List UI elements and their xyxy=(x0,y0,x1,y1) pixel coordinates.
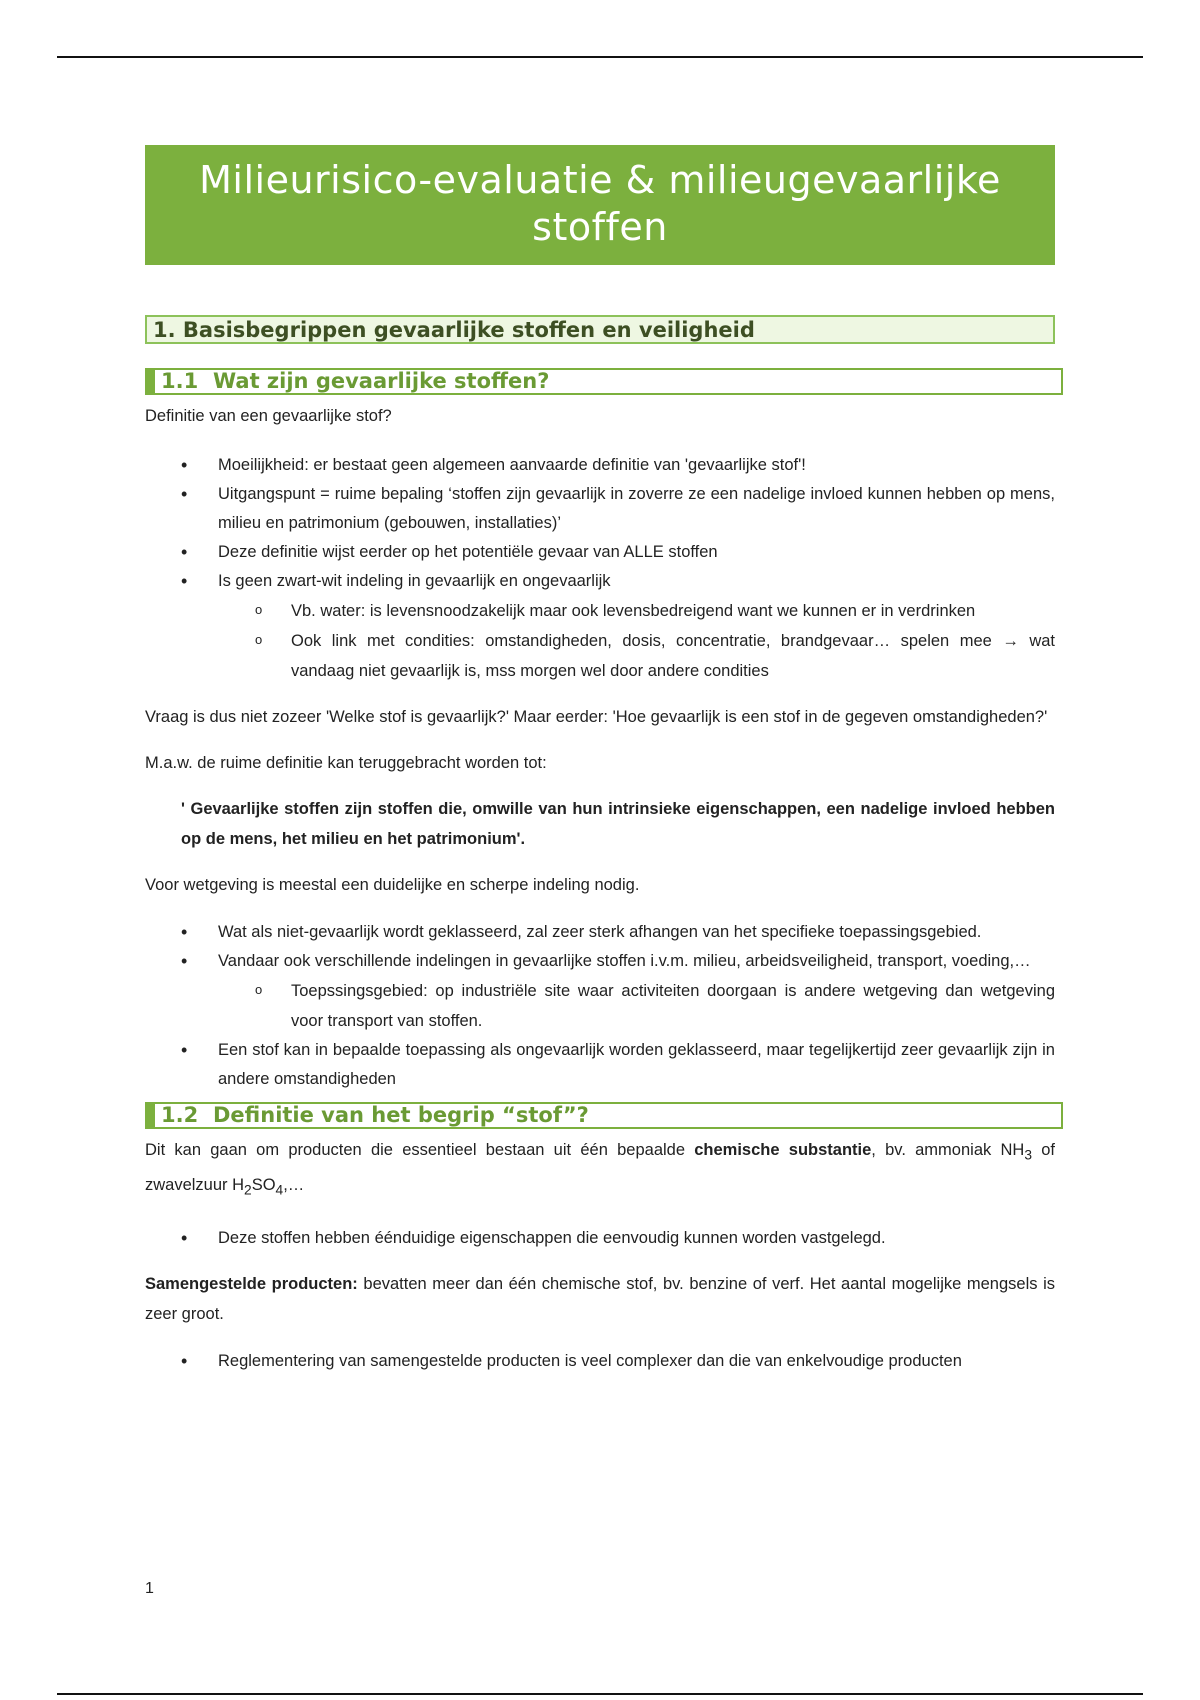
paragraph-stof xyxy=(145,1135,1055,1206)
list-item: • Reglementering van samengestelde producten is veel complexer dan die van enkelvoudige producten xyxy=(145,1347,1055,1376)
paragraph-wetgeving: Voor wetgeving is meestal een duidelijke en scherpe indeling nodig. xyxy=(145,876,640,894)
subscript: 4 xyxy=(275,1182,284,1198)
list-item: • Deze stoffen hebben éénduidige eigenschappen die eenvoudig kunnen worden vastgelegd. xyxy=(145,1224,1055,1253)
page-number: 1 xyxy=(145,1580,154,1597)
list-2 xyxy=(145,918,1055,1094)
list-4 xyxy=(145,1347,1055,1376)
list-item: • Deze definitie wijst eerder op het potentiële gevaar van ALLE stoffen xyxy=(145,538,1055,567)
list-item: • Uitgangspunt = ruime bepaling ‘stoffen zijn gevaarlijk in zoverre ze een nadelige invloed kunnen hebben op mens, milieu en patrimonium (gebouwen, installaties)’ xyxy=(145,480,1055,538)
heading-1-2-number: 1.2 xyxy=(161,1103,199,1127)
heading-section-1: 1. Basisbegrippen gevaarlijke stoffen en veiligheid xyxy=(145,315,1055,344)
paragraph-definitie: Definitie van een gevaarlijke stof? xyxy=(145,407,392,425)
sub-list-item: o Vb. water: is levensnoodzakelijk maar ook levensbedreigend want we kunnen er in verdrinken xyxy=(145,596,1055,626)
paragraph-maw: M.a.w. de ruime definitie kan teruggebracht worden tot: xyxy=(145,754,547,772)
stof-text-e: SO xyxy=(251,1176,276,1195)
heading-1-2-text: Definitie van het begrip “stof”? xyxy=(213,1103,589,1127)
list-item: • Moeilijkheid: er bestaat geen algemeen aanvaarde definitie van 'gevaarlijke stof'! xyxy=(145,451,1055,480)
bottom-rule xyxy=(57,1693,1143,1695)
subscript: 3 xyxy=(1024,1147,1032,1163)
heading-1-2 xyxy=(145,1102,1063,1129)
list-3 xyxy=(145,1224,1055,1253)
top-rule xyxy=(57,56,1143,58)
sub-list-item: o Toepssingsgebied: op industriële site waar activiteiten doorgaan is andere wetgeving dan wetgeving voor transport van stoffen. xyxy=(145,976,1055,1036)
heading-1-1-number: 1.1 xyxy=(161,369,199,393)
document-title: Milieurisico-evaluatie & milieugevaarlijke stoffen xyxy=(145,145,1055,265)
stof-text-a: Dit kan gaan om producten die essentieel bestaan uit één bepaalde xyxy=(145,1141,695,1159)
samengesteld-text: bevatten meer dan één chemische stof, bv. benzine of verf. Het aantal mogelijke mengsels is zeer groot. xyxy=(145,1274,1056,1323)
paragraph-samengesteld xyxy=(145,1269,1055,1329)
list-item: • Wat als niet-gevaarlijk wordt geklasseerd, zal zeer sterk afhangen van het specifieke toepassingsgebied. xyxy=(145,918,1055,947)
stof-text-f: ,… xyxy=(283,1176,305,1195)
stof-text-d: of zwavelzuur H xyxy=(145,1141,1055,1195)
stof-bold-term: chemische substantie xyxy=(694,1141,872,1159)
list-item: • Een stof kan in bepaalde toepassing als ongevaarlijk worden geklasseerd, maar tegelijkertijd zeer gevaarlijk zijn in andere omstandigheden xyxy=(145,1036,1055,1094)
samengesteld-label: Samengestelde producten: xyxy=(145,1274,358,1293)
sub-list-item: o Ook link met condities: omstandigheden, dosis, concentratie, brandgevaar… spelen mee → wat vandaag niet gevaarlijk is, mss morgen wel door andere condities xyxy=(145,626,1055,686)
stof-text-c: , bv. ammoniak NH xyxy=(871,1141,1025,1159)
subscript: 2 xyxy=(244,1182,252,1198)
list-item: • Vandaar ook verschillende indelingen in gevaarlijke stoffen i.v.m. milieu, arbeidsveiligheid, transport, voeding,… xyxy=(145,947,1055,976)
heading-1-1-text: Wat zijn gevaarlijke stoffen? xyxy=(213,369,550,393)
list-item: • Is geen zwart-wit indeling in gevaarlijk en ongevaarlijk xyxy=(145,567,1055,596)
page-content xyxy=(145,145,1055,1376)
heading-1-1 xyxy=(145,368,1063,395)
list-1 xyxy=(145,451,1055,686)
paragraph-vraag: Vraag is dus niet zozeer 'Welke stof is gevaarlijk?' Maar eerder: 'Hoe gevaarlijk is een stof in de gegeven omstandigheden?' xyxy=(145,708,1048,726)
definition-quote: ' Gevaarlijke stoffen zijn stoffen die, omwille van hun intrinsieke eigenschappen, een nadelige invloed hebben op de mens, het milieu en het patrimonium'. xyxy=(181,800,1055,848)
